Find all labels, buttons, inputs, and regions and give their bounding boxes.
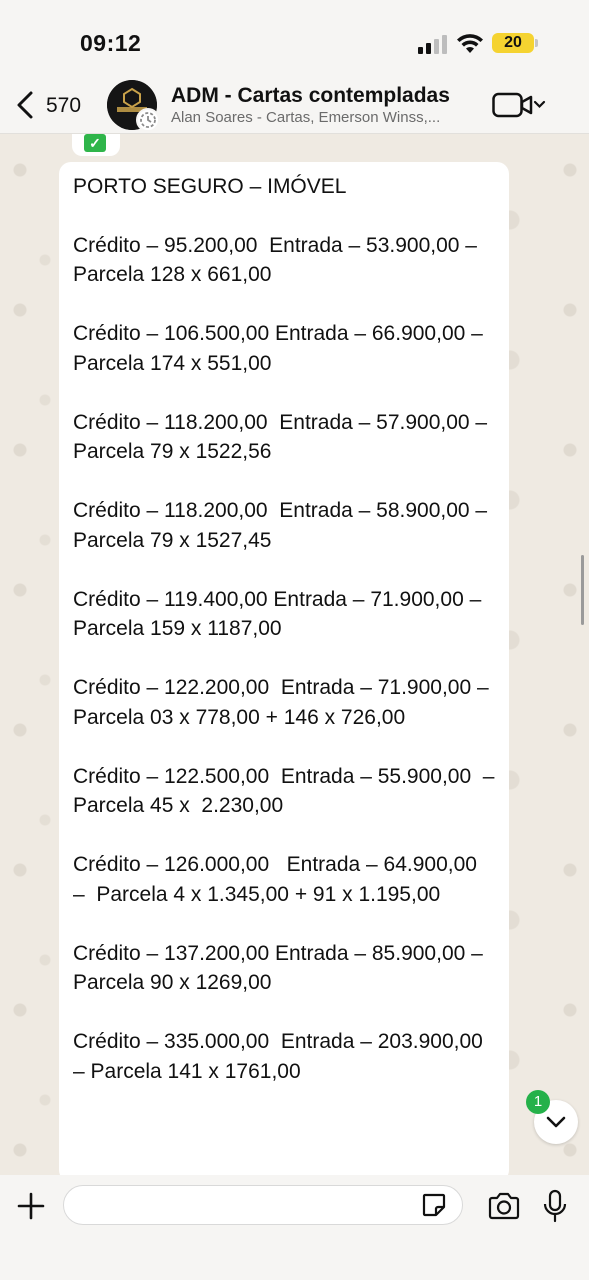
message-entry: Crédito – 118.200,00 Entrada – 57.900,00 – Parcela 79 x 1522,56: [73, 410, 493, 463]
status-time: 09:12: [80, 30, 142, 56]
message-entry: Crédito – 106.500,00 Entrada – 66.900,00 – Parcela 174 x 551,00: [73, 322, 489, 375]
message-entry: Crédito – 95.200,00 Entrada – 53.900,00 – Parcela 128 x 661,00: [73, 233, 483, 286]
message-entry: Crédito – 119.400,00 Entrada – 71.900,00 – Parcela 159 x 1187,00: [73, 587, 488, 640]
chat-header: [0, 78, 589, 134]
camera-icon[interactable]: [487, 1192, 521, 1220]
message-bubble[interactable]: [59, 162, 509, 1182]
battery-cap: [535, 39, 538, 47]
message-entry: Crédito – 126.000,00 Entrada – 64.900,00 – Parcela 4 x 1.345,00 + 91 x 1.195,00: [73, 853, 489, 906]
battery-indicator: 20: [492, 33, 534, 53]
message-entry: Crédito – 137.200,00 Entrada – 85.900,00 – Parcela 90 x 1269,00: [73, 941, 489, 994]
cellular-signal-icon: [418, 34, 448, 54]
plus-icon[interactable]: [16, 1191, 46, 1221]
community-badge-icon: [136, 108, 160, 132]
message-input[interactable]: [63, 1185, 463, 1225]
wifi-icon: [456, 32, 484, 54]
message-entry: Crédito – 335.000,00 Entrada – 203.900,00 – Parcela 141 x 1761,00: [73, 1030, 489, 1083]
message-entry: Crédito – 118.200,00 Entrada – 58.900,00 – Parcela 79 x 1527,45: [73, 499, 493, 552]
sticker-icon[interactable]: [421, 1192, 447, 1218]
message-heading: PORTO SEGURO – IMÓVEL: [73, 175, 347, 198]
video-camera-icon[interactable]: [492, 92, 546, 118]
chevron-left-icon[interactable]: [14, 90, 38, 120]
message-entry: Crédito – 122.200,00 Entrada – 71.900,00 – Parcela 03 x 778,00 + 146 x 726,00: [73, 676, 495, 729]
microphone-icon[interactable]: [542, 1189, 568, 1223]
chat-subtitle[interactable]: Alan Soares - Cartas, Emerson Winss,...: [171, 109, 441, 126]
input-bar: [0, 1175, 589, 1280]
back-unread-count[interactable]: 570: [46, 94, 82, 117]
message-entry: Crédito – 122.500,00 Entrada – 55.900,00 – Parcela 45 x 2.230,00: [73, 764, 501, 817]
status-bar: [0, 0, 589, 78]
chat-title[interactable]: ADM - Cartas contempladas: [171, 84, 450, 107]
check-mark-emoji: ✓: [84, 134, 106, 152]
unread-count-badge: 1: [526, 1090, 550, 1114]
scroll-indicator[interactable]: [581, 555, 584, 625]
